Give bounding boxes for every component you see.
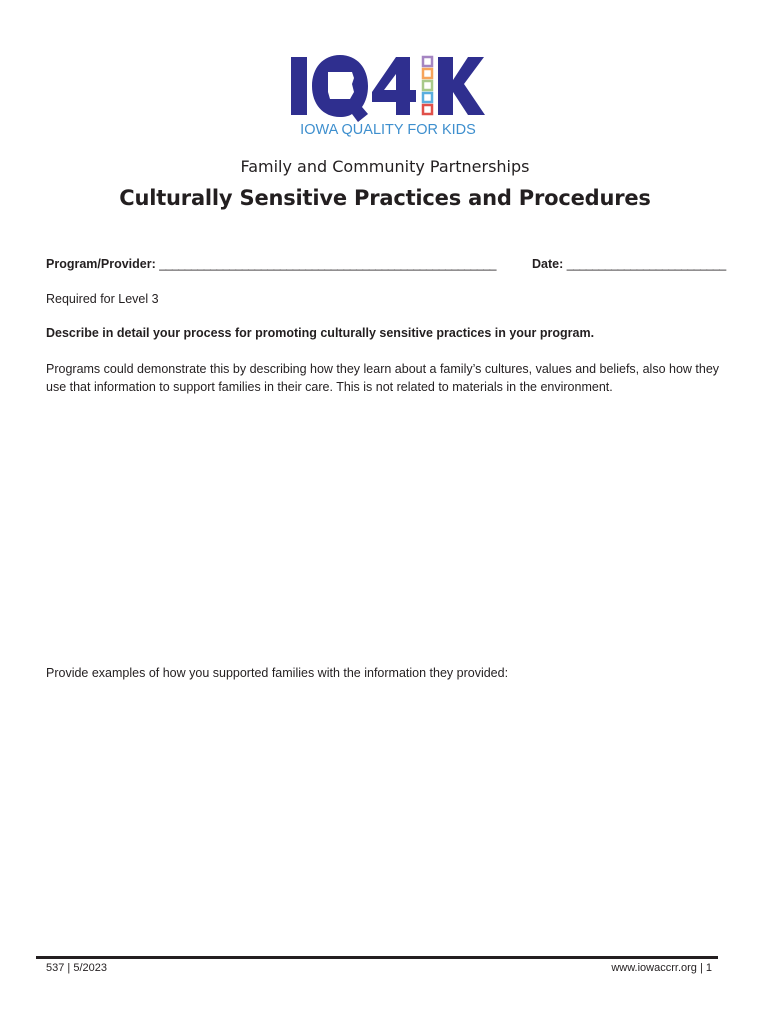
date-field[interactable] (532, 257, 726, 271)
date-line[interactable]: _________________________ (566, 257, 726, 271)
page-title: Culturally Sensitive Practices and Procedures (119, 186, 651, 210)
program-provider-line[interactable]: _____________________________________________________ (159, 257, 496, 271)
programs-explanation: Programs could demonstrate this by describing how they learn about a family’s cultures, values and beliefs, also how they use that information to support families in their care. This is not related to materials in the environment. (46, 362, 720, 394)
program-provider-field[interactable] (46, 257, 496, 271)
required-level-text: Required for Level 3 (46, 292, 159, 306)
program-provider-label: Program/Provider: (46, 257, 156, 271)
section-subtitle: Family and Community Partnerships (240, 157, 530, 176)
footer-website-page: www.iowaccrr.org | 1 (611, 962, 712, 974)
footer-divider (36, 956, 718, 959)
iq4k-logo (288, 52, 488, 138)
describe-prompt: Describe in detail your process for promoting culturally sensitive practices in your program. (46, 326, 595, 340)
logo-tagline: IOWA QUALITY FOR KIDS (300, 122, 476, 138)
provide-examples-prompt: Provide examples of how you supported families with the information they provided: (46, 666, 509, 680)
footer-form-number: 537 | 5/2023 (46, 962, 107, 974)
date-label: Date: (532, 257, 564, 271)
